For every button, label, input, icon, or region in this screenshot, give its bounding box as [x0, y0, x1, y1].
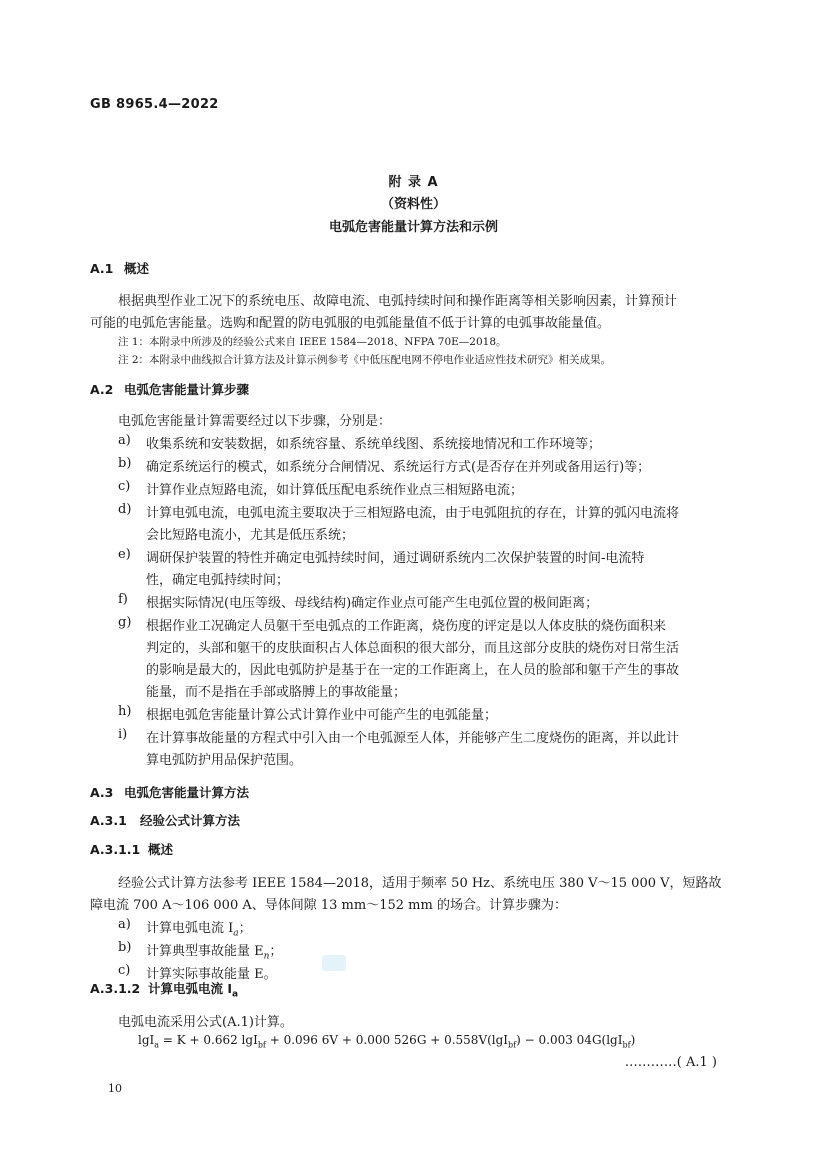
subscript: bf: [622, 1040, 631, 1050]
list-marker: e): [118, 547, 131, 562]
section-heading-a312: [90, 979, 238, 1000]
list-item-cont: 算电弧防护用品保护范围。: [146, 753, 303, 768]
subscript: n: [263, 951, 270, 962]
list-marker: c): [118, 963, 131, 978]
section-title: 电弧危害能量计算步骤: [124, 382, 250, 397]
note-1: 注 1：本附录中所涉及的经验公式来自 IEEE 1584—2018、NFPA 70E—2018。: [118, 336, 507, 348]
appendix-title: 附 录 A: [388, 175, 439, 190]
list-marker: f): [118, 592, 128, 607]
section-number: A.2: [90, 382, 114, 397]
appendix-nature: （资料性）: [380, 197, 446, 212]
paragraph-line: 经验公式计算方法参考 IEEE 1584—2018，适用于频率 50 Hz、系统电压 380 V～15 000 V，短路故: [118, 876, 722, 891]
section-heading-a3: [90, 783, 249, 801]
standard-code: GB 8965.4—2022: [90, 97, 219, 112]
formula-part: + 0.096 6V + 0.000 526G + 0.558V(lgI: [265, 1033, 509, 1047]
watermark-logo: [322, 955, 346, 971]
formula-part: ) − 0.003 04G(lgI: [516, 1033, 623, 1047]
list-item: 计算电弧电流，电弧电流主要取决于三相短路电流，由于电弧阻抗的存在，计算的弧闪电流将: [146, 506, 680, 521]
list-item-text: 计算电弧电流 I: [146, 921, 234, 936]
section-number: A.3.1: [90, 813, 127, 828]
formula-number: …………( A.1 ): [624, 1055, 717, 1070]
list-item-text: 计算实际事故能量 E: [146, 967, 264, 982]
section-heading-a1: [90, 259, 149, 277]
list-item: 确定系统运行的模式，如系统分合闸情况、系统运行方式(是否存在并列或备用运行)等；: [146, 460, 651, 475]
subscript: a: [233, 928, 239, 939]
subscript: a: [232, 989, 239, 1000]
paragraph-line: 可能的电弧危害能量。选购和配置的防电弧服的电弧能量值不低于计算的电弧事故能量值。: [90, 316, 611, 331]
list-item-cont: 判定的，头部和躯干的皮肤面积占人体总面积的很大部分，而且这部分皮肤的烧伤对日常生活: [146, 641, 680, 656]
list-item: 根据电弧危害能量计算公式计算作业中可能产生的电弧能量；: [146, 708, 498, 723]
list-marker: d): [118, 502, 132, 517]
formula-part: ): [630, 1033, 636, 1047]
list-item: 在计算事故能量的方程式中引入由一个电弧源至人体，并能够产生二度烧伤的距离，并以此计: [146, 731, 680, 746]
list-marker: b): [118, 940, 132, 955]
subscript: a: [154, 1040, 160, 1050]
punctuation: ；: [238, 921, 252, 936]
paragraph-line: 障电流 700 A～106 000 A、导体间隙 13 mm～152 mm 的场合。计算步骤为：: [90, 898, 567, 913]
formula-part: = K + 0.662 lgI: [159, 1033, 258, 1047]
note-2: 注 2：本附录中曲线拟合计算方法及计算示例参考《中低压配电网不停电作业适应性技术研究》相关成果。: [118, 354, 612, 366]
list-item-cont: 能量，而不是指在手部或胳膊上的事故能量；: [146, 685, 407, 700]
section-title: 计算电弧电流 I: [148, 981, 233, 996]
list-marker: b): [118, 456, 132, 471]
section-title: 概述: [148, 842, 174, 857]
list-item: [146, 940, 282, 962]
section-title: 概述: [124, 261, 150, 276]
list-marker: h): [118, 704, 132, 719]
list-marker: c): [118, 479, 131, 494]
section-number: A.3.1.1: [90, 842, 141, 857]
paragraph-line: 根据典型作业工况下的系统电压、故障电流、电弧持续时间和操作距离等相关影响因素，计算预计: [118, 294, 678, 309]
section-number: A.1: [90, 261, 114, 276]
list-item-cont: 会比短路电流小，尤其是低压系统；: [146, 528, 355, 543]
punctuation: ；: [269, 944, 283, 959]
list-marker: a): [118, 433, 131, 448]
section-heading-a31: [90, 811, 240, 829]
list-item: 根据作业工况确定人员躯干至电弧点的工作距离，烧伤度的评定是以人体皮肤的烧伤面积来: [146, 619, 667, 634]
paragraph-line: 电弧电流采用公式(A.1)计算。: [118, 1015, 293, 1030]
list-item: 根据实际情况(电压等级、母线结构)确定作业点可能产生电弧位置的极间距离；: [146, 596, 599, 611]
list-item-text: 计算典型事故能量 E: [146, 944, 264, 959]
section-heading-a311: [90, 840, 173, 858]
list-marker: g): [118, 615, 132, 630]
appendix-name: 电弧危害能量计算方法和示例: [328, 220, 498, 235]
list-item: 计算作业点短路电流，如计算低压配电系统作业点三相短路电流；: [146, 483, 524, 498]
page-number: 10: [108, 1082, 122, 1095]
subscript: bf: [508, 1040, 517, 1050]
section-title: 电弧危害能量计算方法: [124, 785, 250, 800]
section-number: A.3: [90, 785, 114, 800]
punctuation: 。: [263, 967, 277, 982]
list-marker: i): [118, 727, 128, 742]
list-item-cont: 性，确定电弧持续时间；: [146, 573, 290, 588]
list-item: [146, 917, 252, 939]
formula-a1: [138, 1033, 635, 1049]
list-marker: a): [118, 917, 131, 932]
list-item: 收集系统和安装数据，如系统容量、系统单线图、系统接地情况和工作环境等；: [146, 437, 602, 452]
subscript: bf: [257, 1040, 266, 1050]
list-item: 调研保护装置的特性并确定电弧持续时间，通过调研系统内二次保护装置的时间-电流特: [146, 551, 645, 566]
section-heading-a2: [90, 380, 249, 398]
paragraph-line: 电弧危害能量计算需要经过以下步骤，分别是：: [118, 414, 392, 429]
list-item-cont: 的影响是最大的，因此电弧防护是基于在一定的工作距离上，在人员的脸部和躯干产生的事故: [146, 663, 680, 678]
section-title: 经验公式计算方法: [140, 813, 241, 828]
section-number: A.3.1.2: [90, 981, 141, 996]
formula-part: lgI: [138, 1033, 155, 1047]
